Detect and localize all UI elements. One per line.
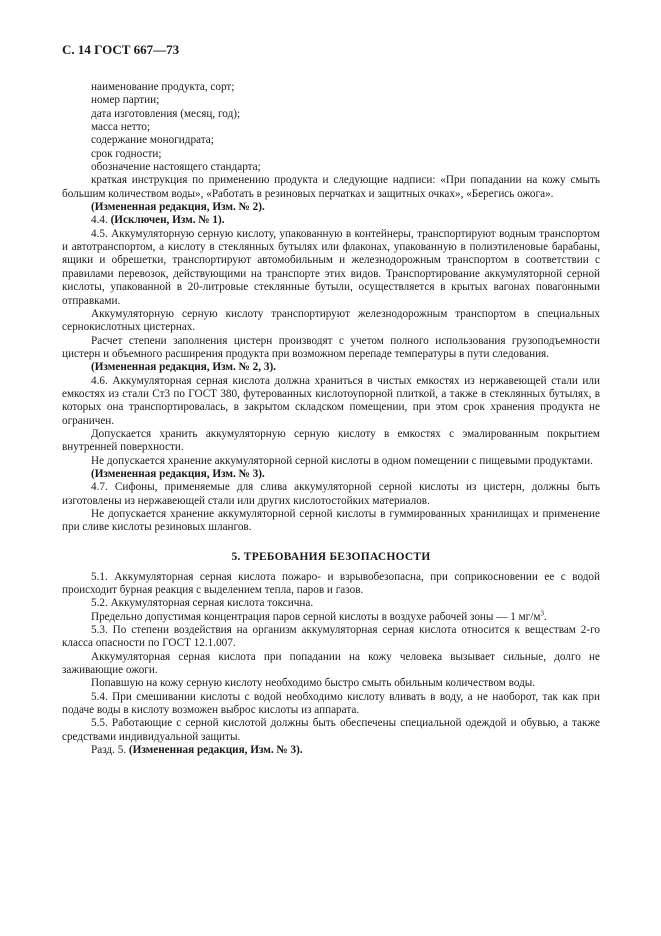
paragraph	[62, 228, 600, 308]
paragraph-text: содержание моногидрата;	[91, 134, 214, 147]
paragraph	[62, 608, 600, 624]
paragraph-text: наименование продукта, сорт;	[91, 81, 235, 93]
paragraph	[62, 214, 600, 227]
paragraph-text: 5.5. Работающие с серной кислотой должны быть обеспечены специальной одеждой и обувью, а также средствами индивидуальной защиты.	[62, 717, 600, 743]
paragraph-text: краткая инструкция по применению продукта и следующие надписи: «При попадании на кожу смыть большим количеством воды», «Работать в резиновых перчатках и защитных очках», «Берегись ожога».	[62, 174, 600, 200]
paragraph-text: 5.1. Аккумуляторная серная кислота пожаро- и взрывобезопасна, при соприкосновении ее с водой происходит бурная реакция с выделением тепла, паров и газов.	[62, 570, 600, 597]
paragraph-text: Не допускается хранение аккумуляторной серной кислоты в одном помещении с пищевыми продуктами.	[91, 454, 593, 467]
paragraph-text: 5.3. По степени воздействия на организм аккумуляторная серная кислота относится к веществам 2-го класса опасности по ГОСТ 12.1.007.	[62, 624, 600, 650]
paragraph-text: 4.5. Аккумуляторную серную кислоту, упакованную в контейнеры, транспортируют водным транспортом и автотранспортом, а кислоту в стеклянных бутылях или флаконах, упакованную в полиэтиленовые барабаны, ящики и обрешетки, транспортируют автомобильным и железнодорожным транспортом в соответствии с правилами перевозок, действующими на транспорте этих видов. Транспортирование аккумуляторной серной кислоты, упакованной в 20-литровые стеклянные бутыли, осуществляется в крытых вагонах повагонными отправками.	[62, 227, 600, 307]
paragraph	[62, 651, 600, 678]
paragraph	[62, 94, 600, 107]
paragraph	[62, 624, 600, 651]
paragraph	[62, 134, 600, 147]
paragraph-text: Разд. 5.	[91, 744, 129, 757]
paragraph-text: 5.4. При смешивании кислоты с водой необходимо кислоту вливать в воду, а не наоборот, так как при подаче воды в кислоту возможен выброс кислоты из аппарата.	[62, 690, 600, 717]
paragraph-text: дата изготовления (месяц, год);	[91, 107, 241, 120]
paragraph	[62, 121, 600, 134]
paragraph	[62, 161, 600, 174]
paragraph-text: масса нетто;	[91, 121, 151, 134]
paragraph-text: 4.4.	[91, 214, 111, 227]
superscript: 3	[540, 608, 544, 617]
paragraph-text: Не допускается хранение аккумуляторной серной кислоты в гуммированных хранилищах и применение при сливе кислоты резиновых шлангов.	[62, 508, 600, 534]
paragraph	[62, 308, 600, 335]
paragraph-text: Предельно допустимая концентрация паров серной кислоты в воздухе рабочей зоны — 1 мг/м	[91, 610, 541, 623]
paragraph-text: Расчет степени заполнения цистерн производят с учетом полного использования грузоподъемности цистерн и объемного расширения продукта при возможном перепаде температуры в пути следования.	[62, 334, 600, 360]
paragraph-text: срок годности;	[91, 147, 162, 160]
paragraph	[62, 108, 600, 121]
page-header: С. 14 ГОСТ 667—73	[62, 42, 180, 57]
amendment-note: (Измененная редакция, Изм. № 2).	[91, 201, 265, 214]
paragraph-text: 4.6. Аккумуляторная серная кислота должна храниться в чистых емкостях из нержавеющей стали или емкостях из стали Ст3 по ГОСТ 380, футерованных кислотоупорной плиткой, а также в стеклянных бутылях, в которых она транспортировалась, в закрытом складском помещении, при этом срок хранения продукта не ограничен.	[62, 374, 600, 427]
paragraph	[62, 375, 600, 428]
paragraph	[62, 691, 600, 718]
paragraph	[62, 508, 600, 535]
paragraph	[62, 677, 600, 690]
paragraph-text: Аккумуляторная серная кислота при попадании на кожу человека вызывает сильные, долго не заживающие ожоги.	[62, 650, 600, 677]
paragraph	[62, 174, 600, 201]
paragraph-text: Аккумуляторную серную кислоту транспортируют железнодорожным транспортом в специальных сернокислотных цистернах.	[62, 307, 600, 334]
paragraph-text: номер партии;	[91, 94, 160, 107]
paragraph	[62, 428, 600, 455]
amendment-note: (Измененная редакция, Изм. № 3).	[128, 744, 303, 757]
amendment-note: (Измененная редакция, Изм. № 3).	[91, 467, 265, 480]
paragraph-text: Попавшую на кожу серную кислоту необходимо быстро смыть обильным количеством воды.	[91, 677, 536, 690]
paragraph	[62, 481, 600, 508]
section-heading: 5. ТРЕБОВАНИЯ БЕЗОПАСНОСТИ	[231, 550, 431, 563]
paragraph	[62, 744, 600, 757]
paragraph-text: 5.2. Аккумуляторная серная кислота токсична.	[91, 597, 314, 610]
paragraph-text: обозначение настоящего стандарта;	[91, 161, 261, 174]
paragraph	[62, 571, 600, 598]
paragraph	[62, 455, 600, 468]
paragraph	[62, 717, 600, 744]
paragraph	[62, 335, 600, 362]
paragraph	[62, 148, 600, 161]
amendment-note: (Исключен, Изм. № 1).	[110, 214, 225, 227]
paragraph-text-end: .	[543, 610, 547, 623]
paragraph-text: 4.7. Сифоны, применяемые для слива аккумуляторной серной кислоты из цистерн, должны быть изготовлены из нержавеющей стали или других кислотостойких материалов.	[62, 481, 600, 507]
amendment-note: (Измененная редакция, Изм. № 2, 3).	[91, 361, 276, 374]
paragraph	[62, 81, 600, 94]
paragraph	[62, 597, 600, 610]
paragraph-text: Допускается хранить аккумуляторную серную кислоту в емкостях с эмалированным покрытием внутренней поверхности.	[62, 427, 600, 454]
document-body	[62, 81, 600, 758]
